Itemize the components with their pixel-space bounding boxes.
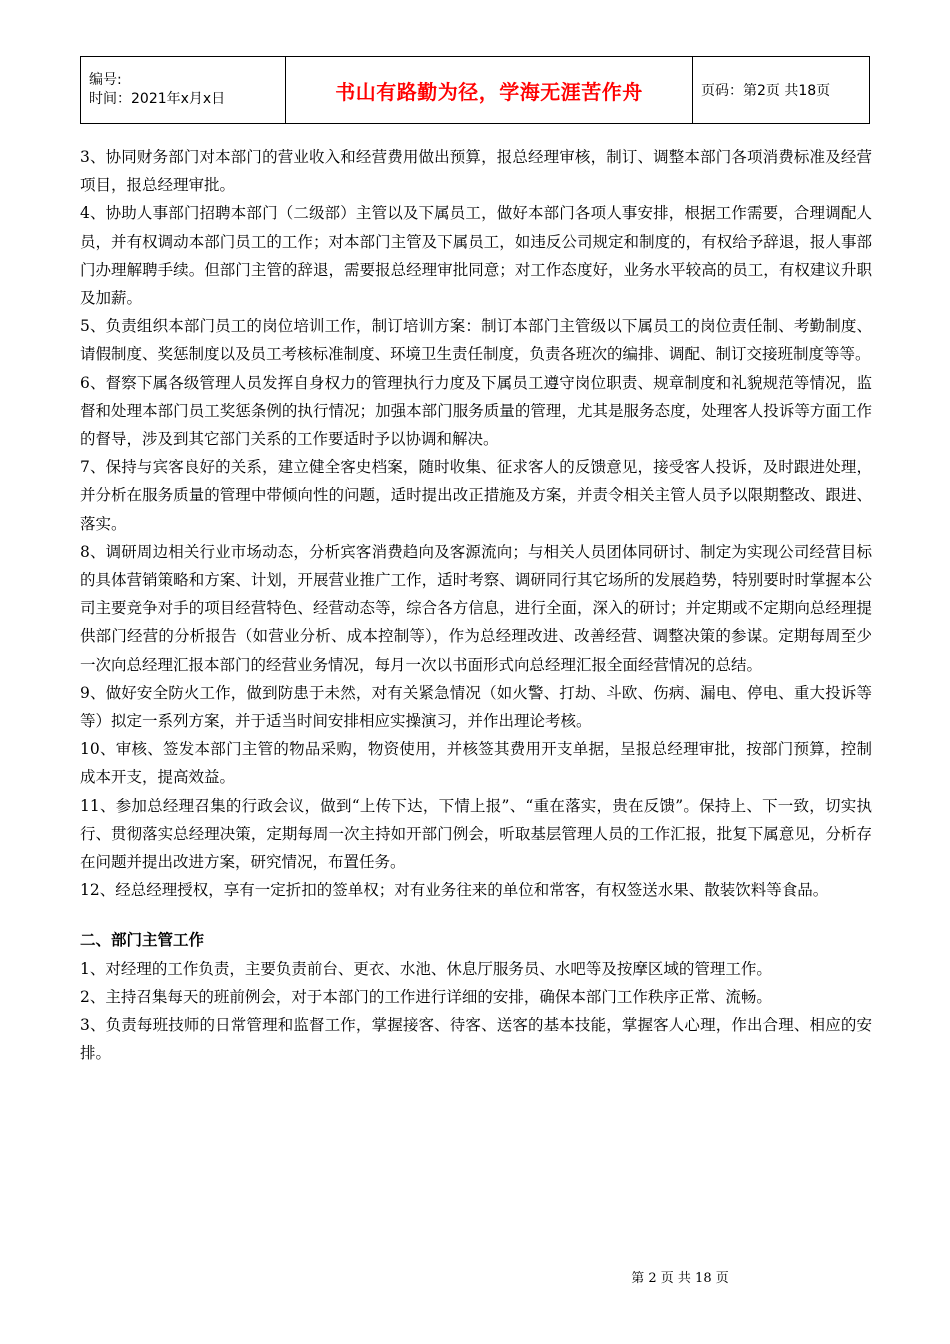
paragraph: 9、做好安全防火工作，做到防患于未然，对有关紧急情况（如火警、打劫、斗欧、伤病、漏电、停电、重大投诉等等）拟定一系列方案，并于适当时间安排相应实操演习，并作出理论考核。: [80, 683, 872, 731]
header-page-info: 页码：第2页 共18页: [693, 57, 870, 124]
header-motto: 书山有路勤为径，学海无涯苦作舟: [286, 57, 693, 124]
paragraph: 4、协助人事部门招聘本部门（二级部）主管以及下属员工，做好本部门各项人事安排，根据工作需要，合理调配人员，并有权调动本部门员工的工作；对本部门主管及下属员工，如违反公司规定和制度的，有权给予辞退，报人事部门办理解聘手续。但部门主管的辞退，需要报总经理审批同意；对工作态度好，业务水平较高的员工，有权建议升职及加薪。: [80, 204, 872, 308]
paragraph: 5、负责组织本部门员工的岗位培训工作，制订培训方案：制订本部门主管级以下属员工的岗位责任制、考勤制度、请假制度、奖惩制度以及员工考核标准制度、环境卫生责任制度，负责各班次的编排、调配、制订交接班制度等等。: [80, 317, 872, 364]
header-info-cell: [81, 57, 286, 124]
paragraph: 3、负责每班技师的日常管理和监督工作，掌握接客、待客、送客的基本技能，掌握客人心理，作出合理、相应的安排。: [80, 1016, 872, 1063]
paragraph: 6、督察下属各级管理人员发挥自身权力的管理执行力度及下属员工遵守岗位职责、规章制度和礼貌规范等情况，监督和处理本部门员工奖惩条例的执行情况；加强本部门服务质量的管理，尤其是服务态度，处理客人投诉等方面工作的督导，涉及到其它部门关系的工作要适时予以协调和解决。: [80, 373, 872, 449]
document-number-label: 编号:: [89, 72, 122, 88]
paragraph: 8、调研周边相关行业市场动态，分析宾客消费趋向及客源流向；与相关人员团体同研讨、制定为实现公司经营目标的具体营销策略和方案、计划，开展营业推广工作，适时考察、调研同行其它场所的发展趋势，特别要时时掌握本公司主要竞争对手的项目经营特色、经营动态等，综合各方信息，进行全面，深入的研讨；并定期或不定期向总经理提供部门经营的分析报告（如营业分析、成本控制等），作为总经理改进、改善经营、调整决策的参谋。定期每周至少一次向总经理汇报本部门的经营业务情况，每月一次以书面形式向总经理汇报全面经营情况的总结。: [80, 542, 872, 674]
paragraph: 12、经总经理授权，享有一定折扣的签单权；对有业务往来的单位和常客，有权签送水果、散装饮料等食品。: [80, 881, 829, 900]
paragraph: 7、保持与宾客良好的关系，建立健全客史档案，随时收集、征求客人的反馈意见，接受客人投诉，及时跟进处理，并分析在服务质量的管理中带倾向性的问题，适时提出改正措施及方案，并责令相关主管人员予以限期整改、跟进、落实。: [80, 458, 872, 533]
section-heading: 二、部门主管工作: [80, 931, 205, 950]
document-header: [80, 56, 870, 124]
paragraph: 10、审核、签发本部门主管的物品采购，物资使用，并核签其费用开支单据，呈报总经理审批，按部门预算，控制成本开支，提高效益。: [80, 740, 872, 787]
document-date: 时间：2021年x月x日: [89, 91, 226, 107]
paragraph: 2、主持召集每天的班前例会，对于本部门的工作进行详细的安排，确保本部门工作秩序正常、流畅。: [80, 987, 772, 1006]
paragraph: 3、协同财务部门对本部门的营业收入和经营费用做出预算，报总经理审核，制订、调整本部门各项消费标准及经营项目，报总经理审批。: [80, 148, 872, 195]
paragraph: 11、参加总经理召集的行政会议，做到“上传下达，下情上报”、“重在落实，贵在反馈”。保持上、下一致，切实执行、贯彻落实总经理决策，定期每周一次主持如开部门例会，听取基层管理人员的工作汇报，批复下属意见，分析存在问题并提出改进方案，研究情况，布置任务。: [80, 796, 872, 872]
page-footer: 第 2 页 共 18 页: [631, 1271, 729, 1286]
document-body: [80, 143, 872, 1068]
paragraph: 1、对经理的工作负责，主要负责前台、更衣、水池、休息厅服务员、水吧等及按摩区域的管理工作。: [80, 959, 772, 978]
